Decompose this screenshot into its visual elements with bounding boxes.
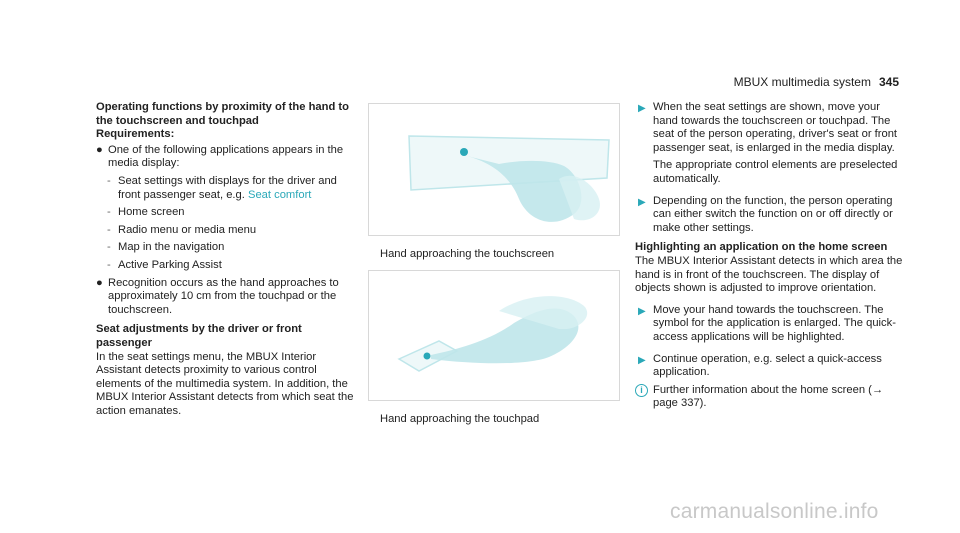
- home-paragraph: The MBUX Interior Assistant detects in which area the hand is in front of the touchscreen. The display of objects shown is adjusted to improve orientation.: [635, 254, 903, 295]
- dash-icon: -: [107, 258, 111, 271]
- dash-icon: -: [107, 174, 111, 187]
- hand-touchscreen-illustration: [369, 104, 619, 235]
- step-arrow-icon: ▶: [638, 305, 646, 317]
- caption-touchscreen: Hand approaching the touchscreen: [380, 248, 555, 260]
- instruction-step: ▶ When the seat settings are shown, move your hand towards the touchscreen or touchpad. The seat of the person operating, driver's seat or front passenger seat, is enlarged in the media display. The appropriate control elements are preselected automatically.: [638, 101, 898, 185]
- seat-paragraph: In the seat settings menu, the MBUX Interior Assistant detects proximity to various control elements of the multimedia system. In addition, the MBUX Interior Assistant detects from which seat the action emanates.: [96, 350, 354, 417]
- figure-touchscreen: [368, 103, 620, 236]
- caption-touchpad: Hand approaching the touchpad: [380, 413, 540, 425]
- info-icon: i: [635, 384, 648, 397]
- page-header: [734, 75, 899, 89]
- right-column: [635, 101, 903, 411]
- header-title: MBUX multimedia system: [733, 75, 871, 89]
- bullet-icon: ●: [96, 276, 103, 289]
- list-item: - Home screen: [107, 206, 185, 219]
- dash-icon: -: [107, 241, 111, 254]
- requirements-label: Requirements:: [96, 128, 175, 141]
- step-arrow-icon: ▶: [638, 196, 646, 208]
- section-heading-home: Highlighting an application on the home screen: [635, 241, 888, 254]
- bullet-icon: ●: [96, 143, 103, 156]
- section-heading-proximity: Operating functions by proximity of the hand to the touchscreen and touchpad: [96, 101, 349, 127]
- list-item: - Map in the navigation: [107, 241, 225, 254]
- dash-icon: -: [107, 223, 111, 236]
- seat-comfort-link[interactable]: Seat comfort: [247, 188, 312, 201]
- figure-touchpad: [368, 270, 620, 401]
- left-column: [96, 101, 354, 418]
- requirement-item: ● One of the following applications appears in the media display:: [96, 143, 344, 170]
- instruction-step: ▶ Move your hand towards the touchscreen. The symbol for the application is enlarged. The quick-access applications will be highlighted.: [638, 303, 896, 343]
- step-arrow-icon: ▶: [638, 103, 646, 114]
- watermark: carmanualsonline.info: [670, 500, 879, 523]
- list-item: - Seat settings with displays for the driver and front passenger seat, e.g. Seat comfort: [107, 174, 337, 201]
- step-arrow-icon: ▶: [638, 354, 646, 366]
- instruction-step: ▶ Depending on the function, the person operating can either switch the function on or off directly or make other settings.: [638, 194, 893, 234]
- list-item: - Radio menu or media menu: [107, 223, 257, 236]
- dash-icon: -: [107, 206, 111, 219]
- section-heading-seat: Seat adjustments by the driver or front passenger: [96, 323, 302, 349]
- requirement-item: ● Recognition occurs as the hand approaches to approximately 10 cm from the touchpad or the touchscreen.: [96, 276, 339, 316]
- list-item: - Active Parking Assist: [107, 258, 222, 271]
- info-note: i Further information about the home screen (→ page 337).: [635, 384, 903, 411]
- instruction-step: ▶ Continue operation, e.g. select a quick-access application.: [638, 352, 882, 379]
- hand-touchpad-illustration: [369, 271, 619, 400]
- page-number: 345: [878, 75, 899, 89]
